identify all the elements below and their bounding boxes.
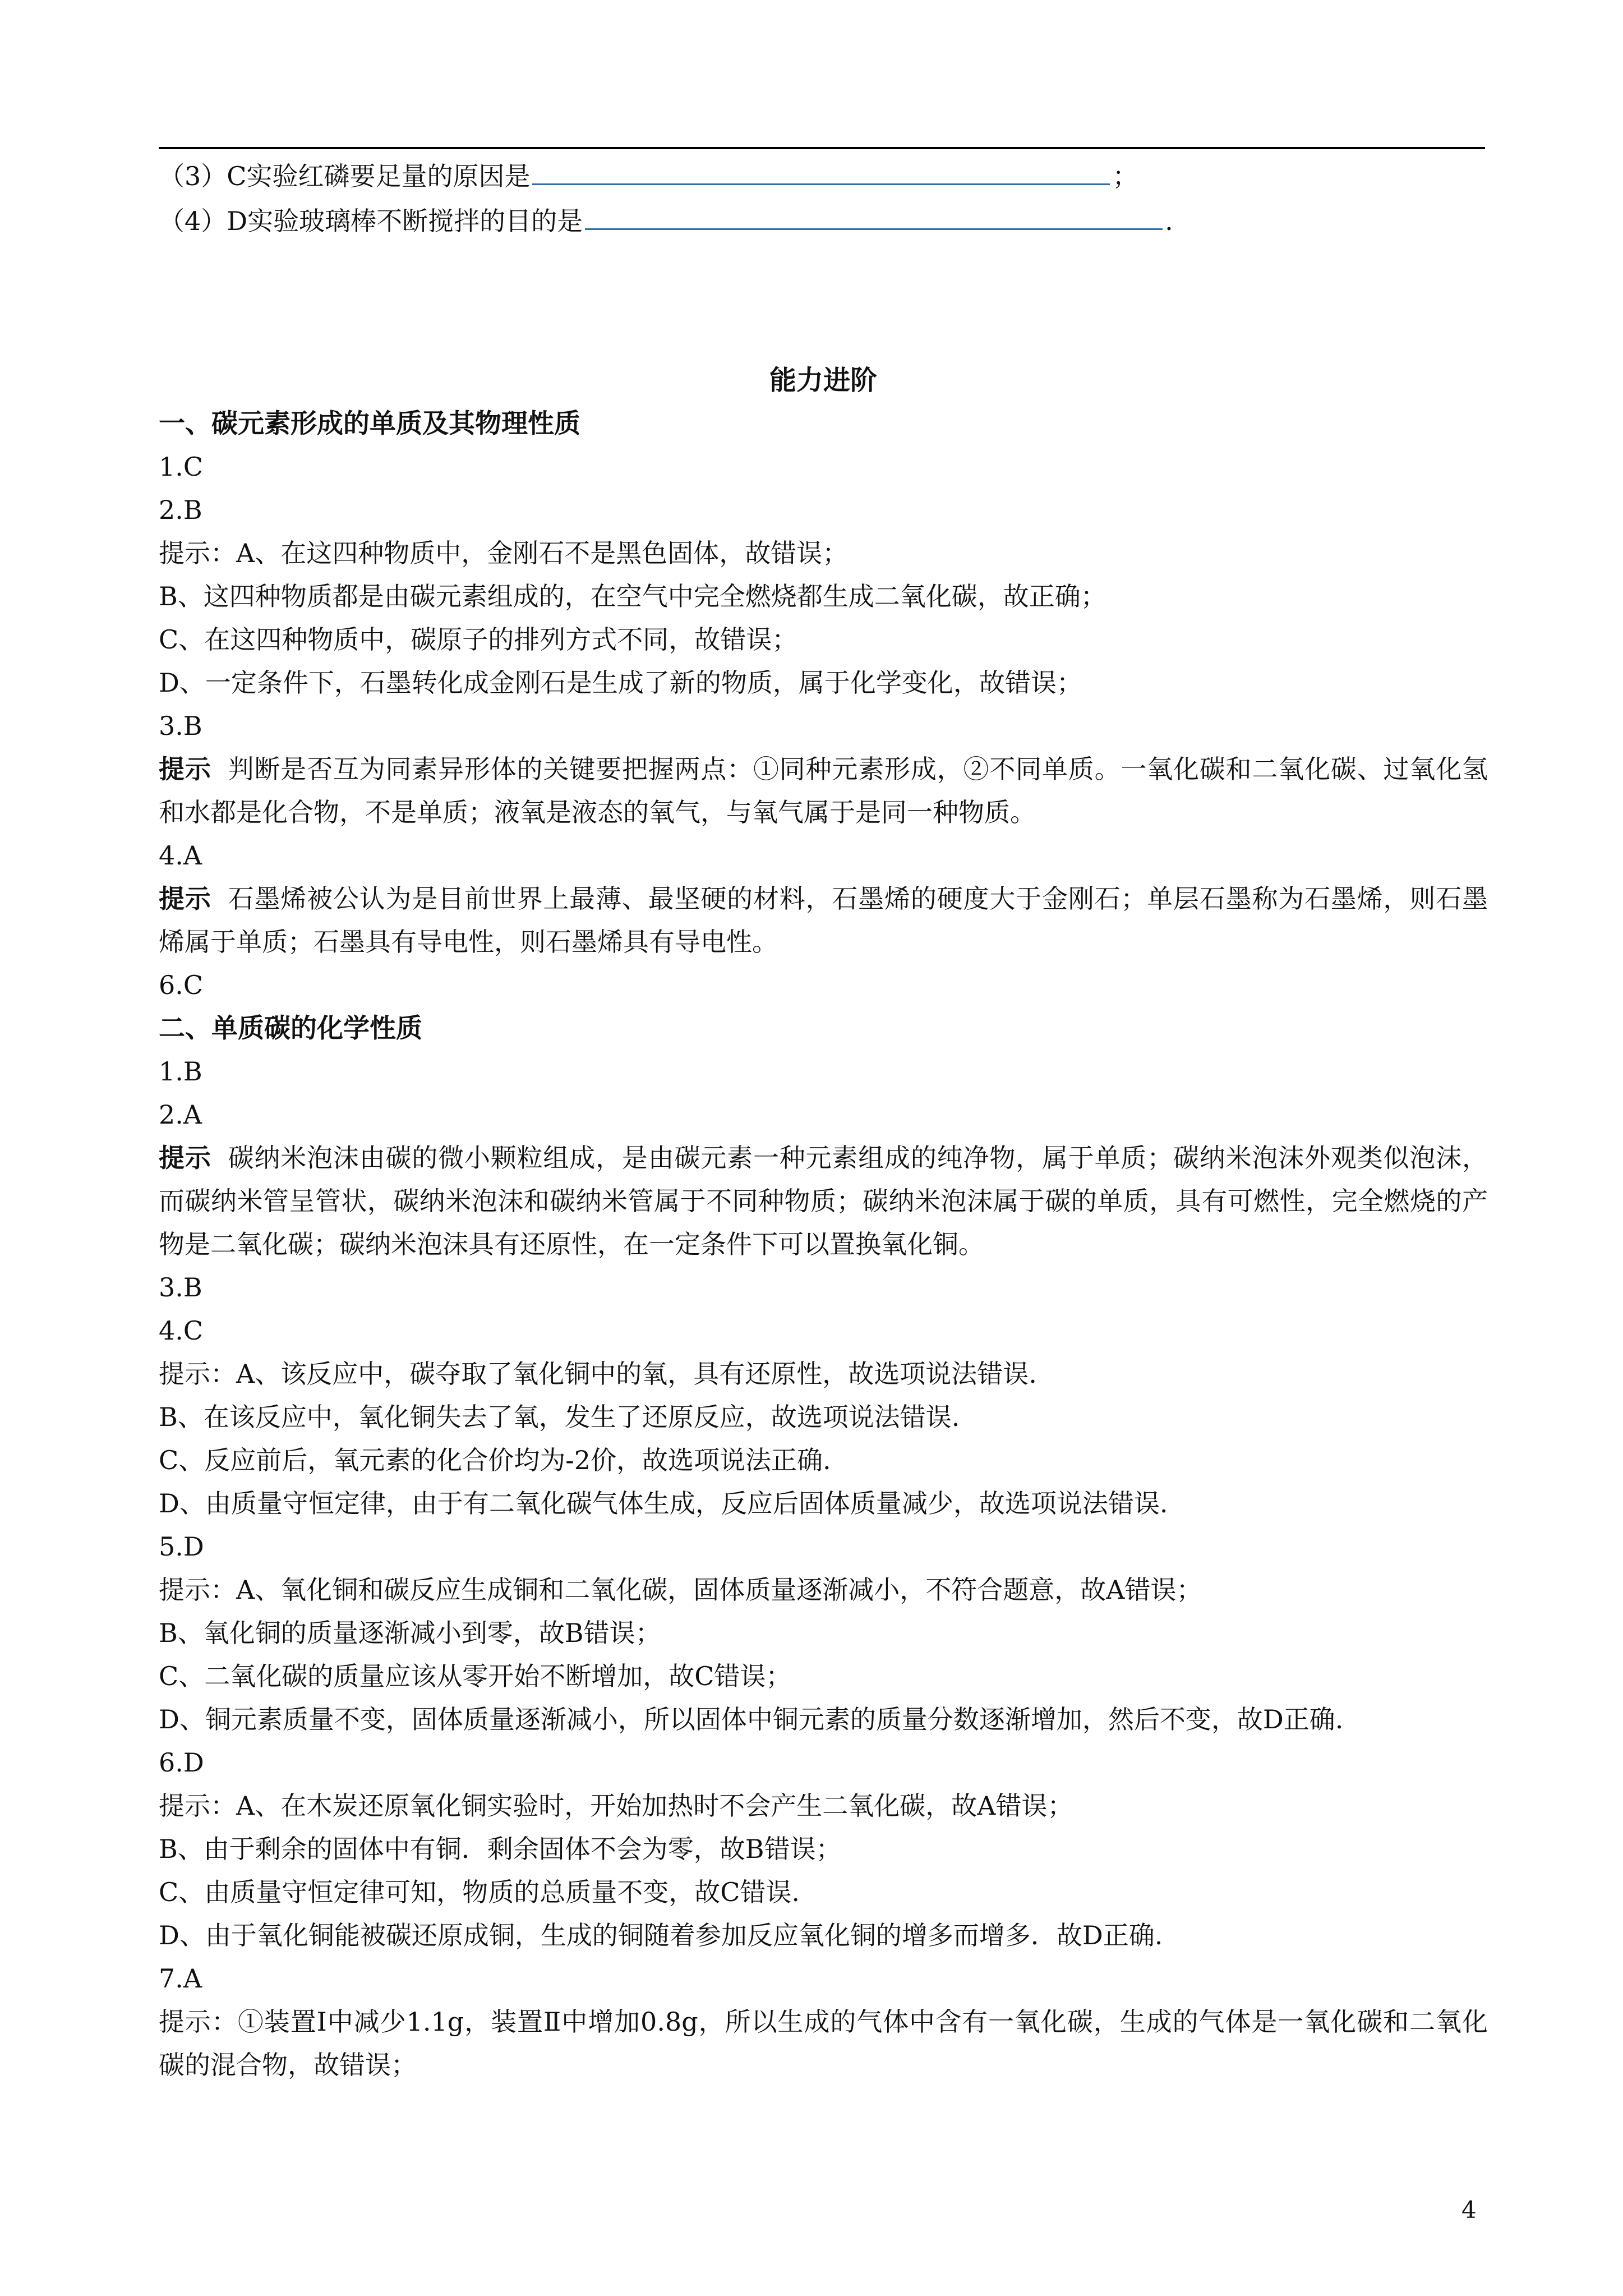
s2-a7-hint: 提示：①装置Ⅰ中减少1.1g，装置Ⅱ中增加0.8g，所以生成的气体中含有一氧化碳，生成的气体是一氧化碳和二氧化碳的混合物，故错误； (159, 2007, 1488, 2080)
s2-a5-hint-line: C、二氧化碳的质量应该从零开始不断增加，故C错误； (159, 1661, 792, 1691)
hint-text: 判断是否互为同素异形体的关键要把握两点：①同种元素形成，②不同单质。一氧化碳和二氧化碳、过氧化氢和水都是化合物，不是单质；液氧是液态的氧气，与氧气属于是同一种物质。 (159, 754, 1488, 827)
s1-answer-3: 3.B (159, 711, 202, 741)
s1-a4-hint (159, 877, 1488, 964)
question-4-line (159, 204, 1173, 238)
s2-a5-hint-line: D、铜元素质量不变，固体质量逐渐减小，所以固体中铜元素的质量分数逐渐增加，然后不变，故D正确. (159, 1704, 1344, 1734)
hint-label: 提示 (159, 754, 211, 784)
hint-label: 提示 (159, 1143, 211, 1173)
s2-a6-hint-line: C、由质量守恒定律可知，物质的总质量不变，故C错误. (159, 1877, 800, 1907)
s2-answer-4: 4.C (159, 1315, 204, 1346)
s2-a4-hint-line: C、反应前后，氧元素的化合价均为-2价，故选项说法正确. (159, 1445, 831, 1475)
question-4-suffix: . (1165, 206, 1173, 236)
s2-answer-3: 3.B (159, 1272, 202, 1303)
s2-answer-5: 5.D (159, 1531, 204, 1562)
hint-label: 提示 (159, 884, 211, 914)
s1-answer-4: 4.A (159, 840, 202, 871)
question-4-answer-blank[interactable] (585, 205, 1163, 230)
s1-answer-1: 1.C (159, 452, 204, 482)
section-2-heading: 二、单质碳的化学性质 (159, 1013, 422, 1044)
s2-answer-6: 6.D (159, 1747, 204, 1778)
s1-a2-hint-line: C、在这四种物质中，碳原子的排列方式不同，故错误； (159, 624, 798, 655)
question-3-answer-blank[interactable] (532, 160, 1110, 185)
question-3-text: （3）C实验红磷要足量的原因是 (159, 161, 531, 191)
s2-a6-hint-line: D、由于氧化铜能被碳还原成铜，生成的铜随着参加反应氧化铜的增多而增多．故D正确. (159, 1920, 1163, 1950)
s2-answer-1: 1.B (159, 1056, 202, 1087)
s2-a4-hint-line: 提示：A、该反应中，碳夺取了氧化铜中的氧，具有还原性，故选项说法错误. (159, 1359, 1037, 1389)
s2-a5-hint-line: 提示：A、氧化铜和碳反应生成铜和二氧化碳，固体质量逐渐减小，不符合题意，故A错误； (159, 1575, 1202, 1605)
header-rule (159, 147, 1485, 149)
hint-text: 石墨烯被公认为是目前世界上最薄、最坚硬的材料，石墨烯的硬度大于金刚石；单层石墨称为石墨烯，则石墨烯属于单质；石墨具有导电性，则石墨烯具有导电性。 (159, 884, 1488, 957)
s2-a6-hint-line: B、由于剩余的固体中有铜．剩余固体不会为零，故B错误； (159, 1834, 842, 1864)
answer-content (159, 359, 1488, 2087)
s1-answer-2: 2.B (159, 495, 202, 525)
s1-a2-hint-line: 提示：A、在这四种物质中，金刚石不是黑色固体，故错误； (159, 538, 849, 568)
s1-a2-hint-line: D、一定条件下，石墨转化成金刚石是生成了新的物质，属于化学变化，故错误； (159, 668, 1082, 698)
s2-answer-2: 2.A (159, 1099, 202, 1130)
hint-text: 碳纳米泡沫由碳的微小颗粒组成，是由碳元素一种元素组成的纯净物，属于单质；碳纳米泡沫外观类似泡沫，而碳纳米管呈管状，碳纳米泡沫和碳纳米管属于不同种物质；碳纳米泡沫属于碳的单质，具有可燃性，完全燃烧的产物是二氧化碳；碳纳米泡沫具有还原性，在一定条件下可以置换氧化铜。 (159, 1143, 1488, 1259)
s2-a4-hint-line: B、在该反应中，氧化铜失去了氧，发生了还原反应，故选项说法错误. (159, 1402, 960, 1432)
section-1-heading: 一、碳元素形成的单质及其物理性质 (159, 408, 580, 439)
question-3-suffix: ； (1112, 161, 1138, 191)
page-title: 能力进阶 (769, 365, 877, 396)
s2-answer-7: 7.A (159, 1963, 202, 1994)
question-4-text: （4）D实验玻璃棒不断搅拌的目的是 (159, 206, 583, 236)
s2-a6-hint-line: 提示：A、在木炭还原氧化铜实验时，开始加热时不会产生二氧化碳，故A错误； (159, 1791, 1073, 1821)
s2-a5-hint-line: B、氧化铜的质量逐渐减小到零，故B错误； (159, 1618, 661, 1648)
question-3-line (159, 159, 1138, 193)
s1-a3-hint (159, 748, 1488, 834)
page-number: 4 (1461, 2196, 1477, 2224)
s2-a4-hint-line: D、由质量守恒定律，由于有二氧化碳气体生成，反应后固体质量减少，故选项说法错误. (159, 1488, 1168, 1519)
s1-answer-6: 6.C (159, 970, 204, 1000)
s1-a2-hint-line: B、这四种物质都是由碳元素组成的，在空气中完全燃烧都生成二氧化碳，故正确； (159, 581, 1106, 611)
s2-a2-hint (159, 1137, 1488, 1266)
